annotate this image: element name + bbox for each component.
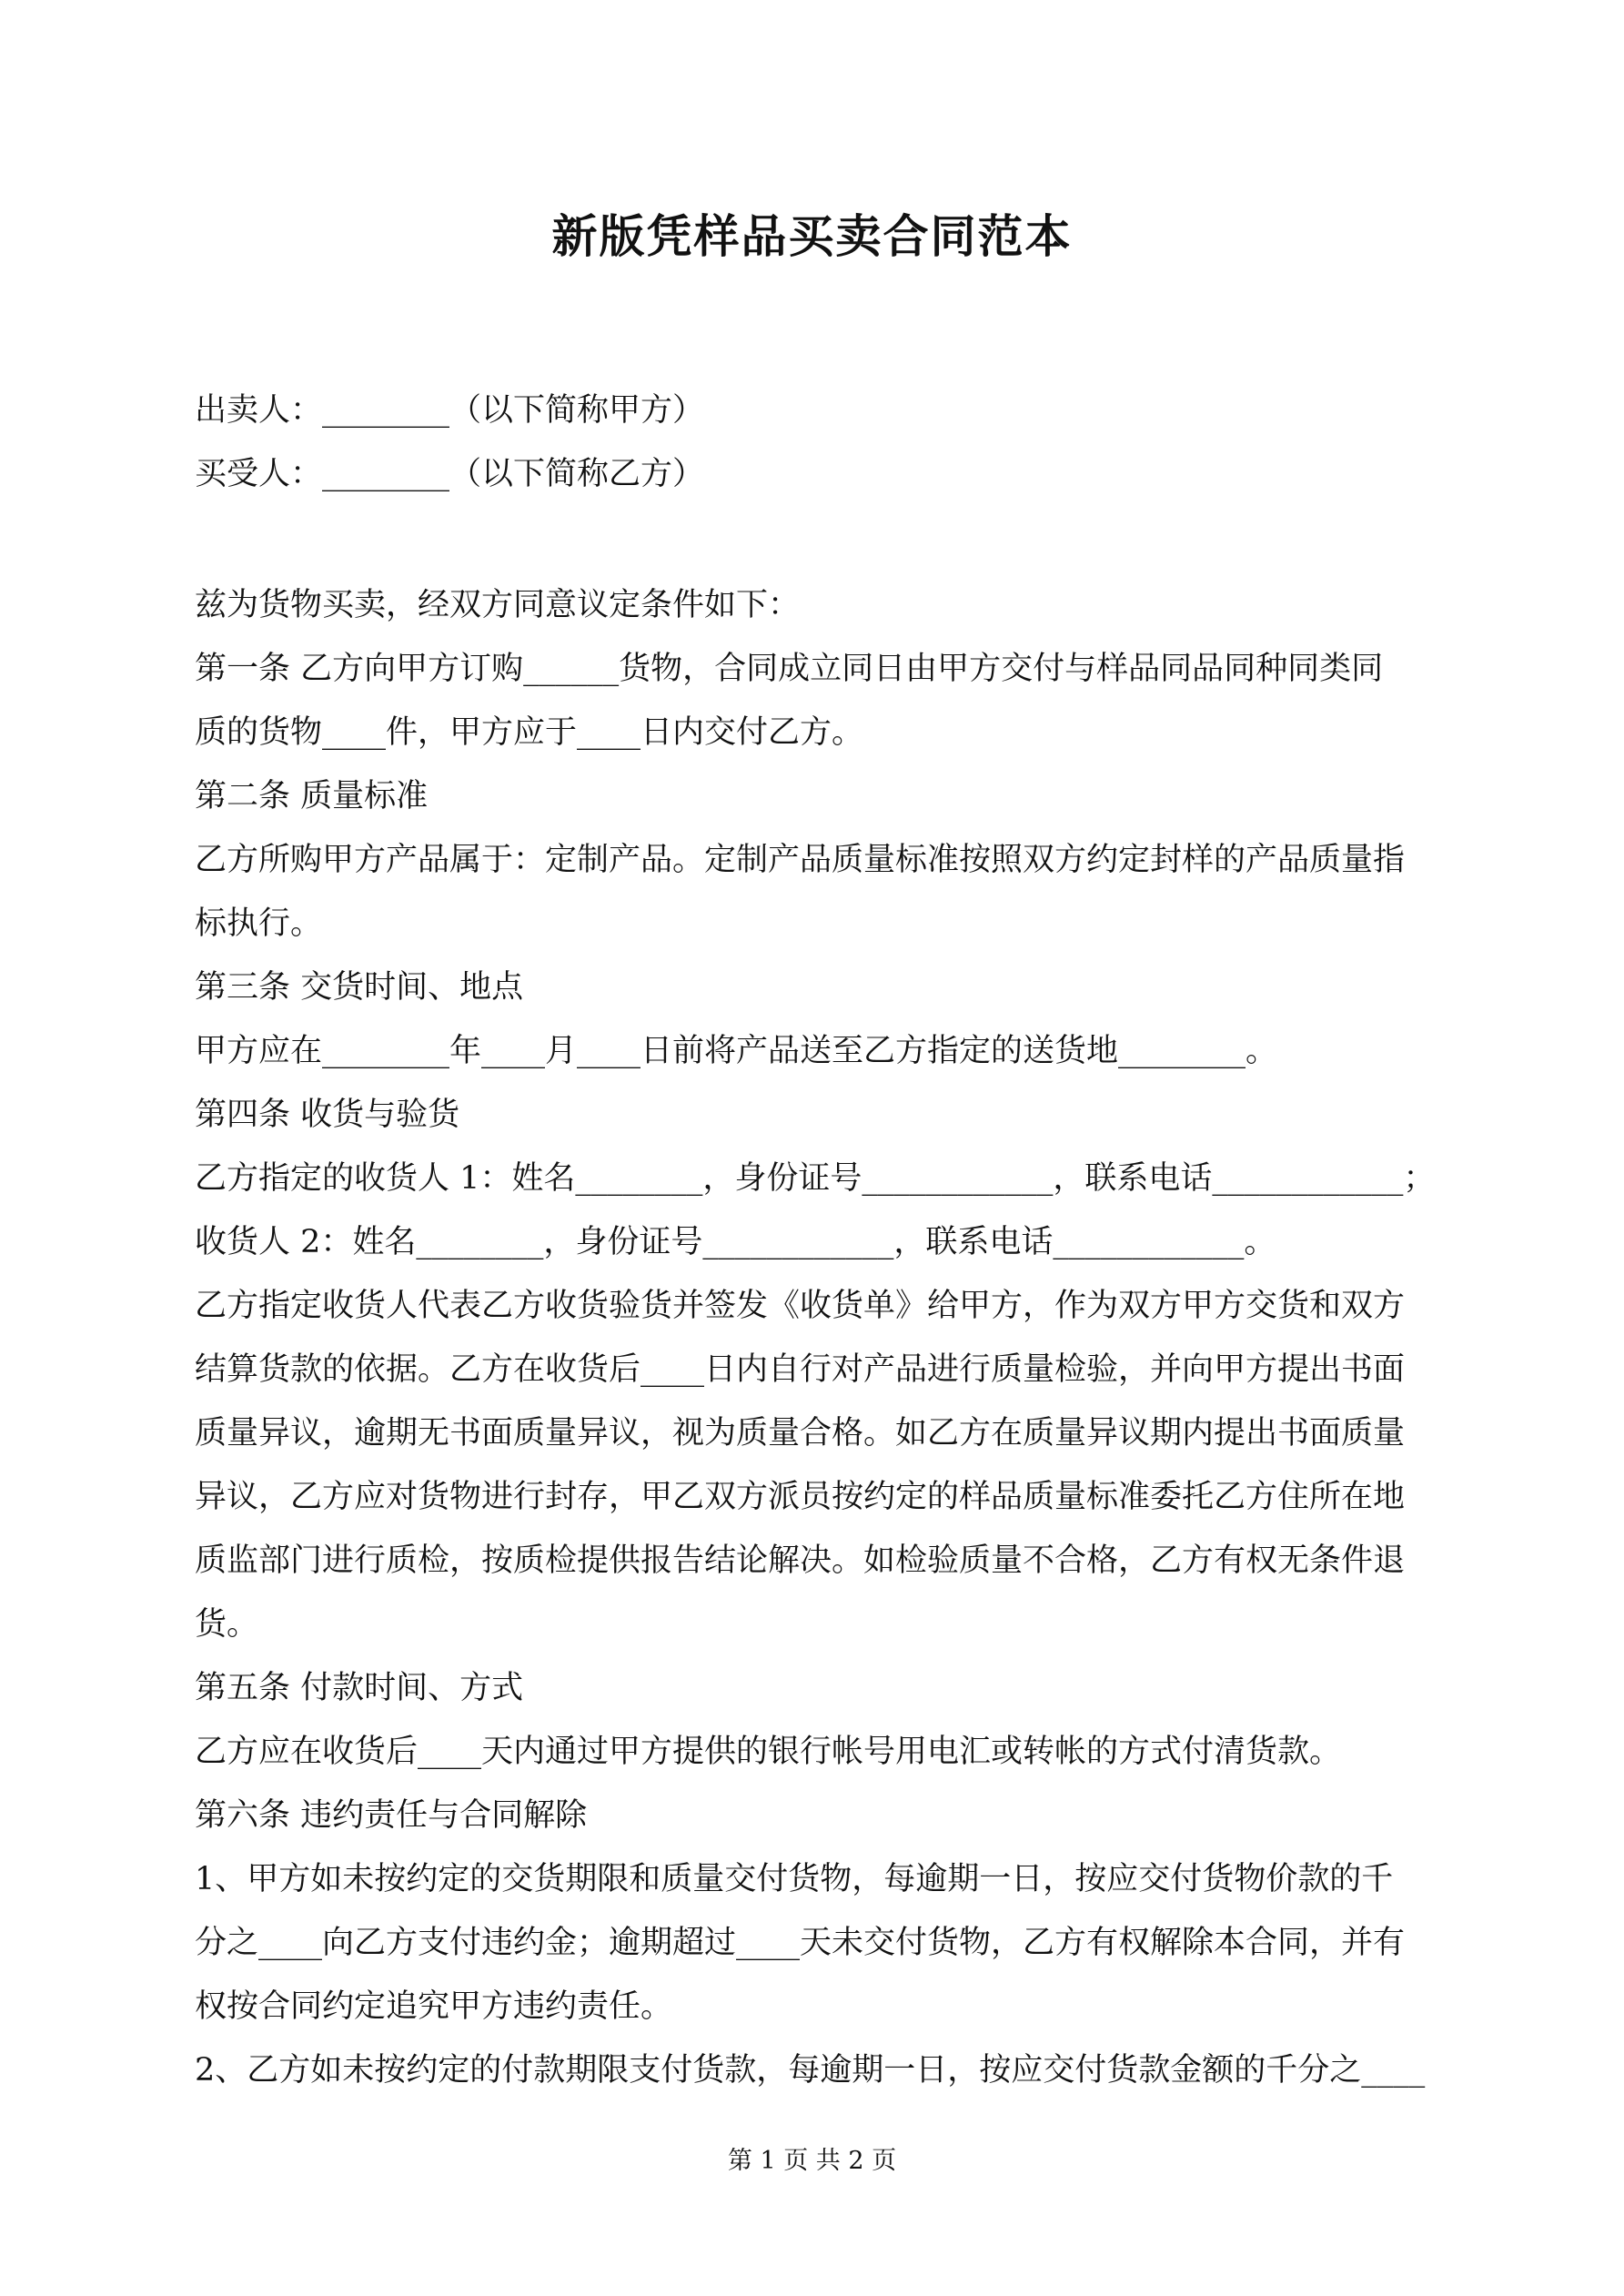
text-line-buyer: 买受人：________（以下简称乙方） <box>195 456 705 492</box>
text-line-article-3: 第三条 交货时间、地点 <box>195 969 524 1006</box>
text-line-intro: 兹为货物买卖，经双方同意议定条件如下： <box>195 587 801 623</box>
text-line: 乙方所购甲方产品属于：定制产品。定制产品质量标准按照双方约定封样的产品质量指 <box>195 842 1406 878</box>
text-line: 结算货款的依据。乙方在收货后____日内自行对产品进行质量检验，并向甲方提出书面 <box>195 1351 1406 1388</box>
text-line: 标执行。 <box>195 905 323 942</box>
text-line: 乙方指定收货人代表乙方收货验货并签发《收货单》给甲方，作为双方甲方交货和双方 <box>195 1288 1406 1324</box>
text-line: 2、乙方如未按约定的付款期限支付货款，每逾期一日，按应交付货款金额的千分之____ <box>195 2052 1426 2089</box>
text-line: 货。 <box>195 1606 259 1643</box>
text-line-article-1: 第一条 乙方向甲方订购______货物，合同成立同日由甲方交付与样品同品同种同类同 <box>195 651 1384 687</box>
text-line: 质量异议，逾期无书面质量异议，视为质量合格。如乙方在质量异议期内提出书面质量 <box>195 1415 1406 1451</box>
text-line: 乙方应在收货后____天内通过甲方提供的银行帐号用电汇或转帐的方式付清货款。 <box>195 1734 1342 1770</box>
text-line: 分之____向乙方支付违约金；逾期超过____天未交付货物，乙方有权解除本合同，并有 <box>195 1925 1406 1961</box>
text-line: 甲方应在________年____月____日前将产品送至乙方指定的送货地________。 <box>195 1033 1278 1069</box>
text-line-article-5: 第五条 付款时间、方式 <box>195 1670 524 1706</box>
text-line-article-6: 第六条 违约责任与合同解除 <box>195 1797 588 1834</box>
text-line-article-4: 第四条 收货与验货 <box>195 1097 460 1133</box>
page-footer: 第 1 页 共 2 页 <box>727 2147 897 2175</box>
document-title: 新版凭样品买卖合同范本 <box>551 209 1073 263</box>
text-line-seller: 出卖人：________（以下简称甲方） <box>195 392 705 429</box>
text-line: 乙方指定的收货人 1：姓名________，身份证号____________，联系电话____________； <box>195 1160 1436 1197</box>
text-line: 质的货物____件，甲方应于____日内交付乙方。 <box>195 714 864 751</box>
text-line: 1、甲方如未按约定的交货期限和质量交付货物，每逾期一日，按应交付货物价款的千 <box>195 1861 1394 1897</box>
text-line: 权按合同约定追究甲方违约责任。 <box>195 1988 673 2025</box>
text-line: 质监部门进行质检，按质检提供报告结论解决。如检验质量不合格，乙方有权无条件退 <box>195 1542 1406 1579</box>
text-line-article-2: 第二条 质量标准 <box>195 778 429 814</box>
text-line: 异议，乙方应对货物进行封存，甲乙双方派员按约定的样品质量标准委托乙方住所在地 <box>195 1479 1406 1515</box>
text-line: 收货人 2：姓名________，身份证号____________，联系电话____________。 <box>195 1224 1276 1260</box>
